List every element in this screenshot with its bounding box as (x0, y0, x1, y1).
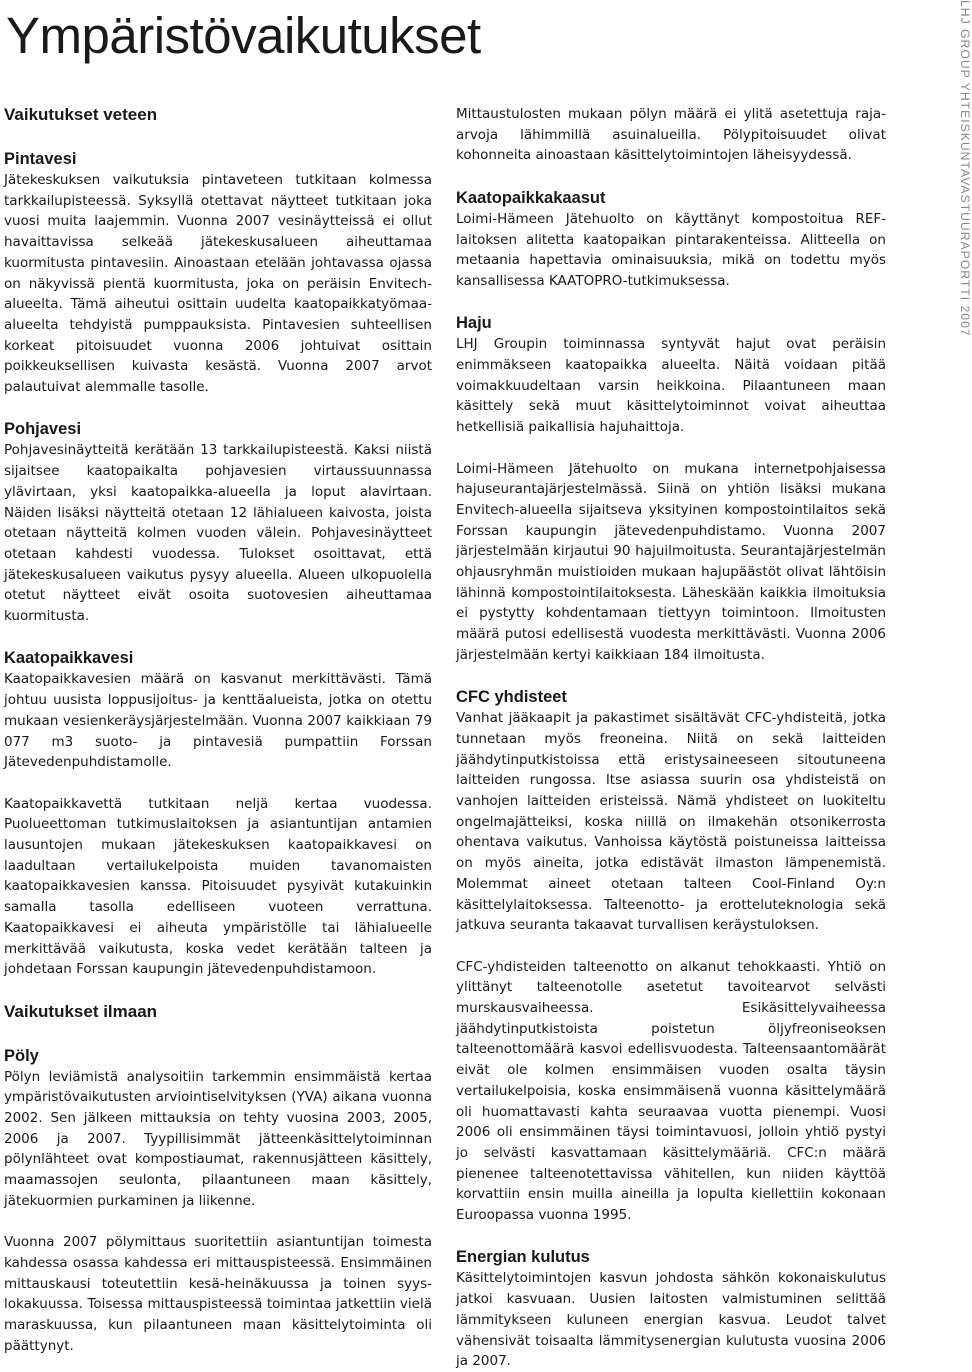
side-report-label: LHJ GROUP YHTEISKUNTAVASTUURAPORTTI 2007 (958, 0, 972, 337)
paragraph-cfc-2: CFC-yhdisteiden talteenotto on alkanut tehokkaasti. Yhtiö on ylittänyt talteenotolle asetetut tavoitearvot selvästi murskausvaiheessa. Esikäsittelyvaiheessa jäähdytinputkistoista poistetun öljyfreoniseoksen talteenottomäärä kasvoi edellisvuodesta. Talteensaantomäärät eivät ole kolmen ensimmäisen vuoden osalta täysin vertailukelpoisia, koska ensimmäisenä vuonna käsittelymäärä oli huomattavasti kahta seuraavaa vuotta pienempi. Vuosi 2006 oli ensimmäinen täysi toimintavuosi, jolloin yhtiö pystyi jo selvästi kasvattamaan käsittelymääriä. CFC:n määrä pienenee talteenotettavissa vähitellen, kun niiden käyttöä korvattiin ensin muilla aineilla ja lopulta kiellettiin kokonaan Euroopassa vuonna 1995. (456, 958, 886, 1224)
paragraph-poly-1: Pölyn leviämistä analysoitiin tarkemmin ensimmäistä kertaa ympäristövaikutusten arviointiselvityksen (YVA) aikana vuonna 2002. Sen jälkeen mittauksia on tehty vuosina 2003, 2005, 2006 ja 2007. Tyypillisimmät jätteenkäsittelytoiminnan pölynlähteet ovat kompostiaumat, rakennusjätteen käsittely, maamassojen seulonta, pilaantuneen maan käsittely, jätekuormien purkaminen ja liikenne. (4, 1068, 432, 1209)
heading-pintavesi: Pintavesi (4, 150, 77, 168)
heading-poly: Pöly (4, 1046, 39, 1065)
paragraph-pintavesi: Jätekeskuksen vaikutuksia pintaveteen tutkitaan kolmessa tarkkailupisteessä. Syksyllä otettavat näytteet tutkitaan joka vuosi muita laajemmin. Vuonna 2007 vesinäytteissä ei ollut havaittavissa selkeää jätekeskusalueen aiheuttamaa kuormitusta pintavesiin. Ainoastaan etelään johtavassa ojassa on näkyvissä pientä kuormitusta, joka on peräisin Envitech-alueelta. Tämä aiheutui osittain uudelta kaatopaikkatyömaa-alueelta tehdyistä pumppauksista. Pintavesien suhteellisen korkeat pitoisuudet vuonna 2006 johtuivat osittain poikkeuksellisen kuivasta kesästä. Vuonna 2007 arvot palautuivat alemmalle tasolle. (4, 172, 432, 396)
left-column (4, 104, 432, 1356)
heading-haju: Haju (456, 314, 492, 333)
paragraph-kaatopaikkavesi-2: Kaatopaikkavettä tutkitaan neljä kertaa vuodessa. Puolueettoman tutkimuslaitoksen ja asiantuntijan antamien lausuntojen mukaan jätekeskuksen kaatopaikkavesi on laadultaan vertailukelpoista muiden tavanomaisten kaatopaikkavesien kanssa. Pitoisuudet pysyivät kutakuinkin samalla tasolla edelliseen vuoteen verrattuna. Kaatopaikkavesi ei aiheuta ympäristölle tai lähialueelle merkittävää vaikutusta, koska vedet kerätään talteen ja johdetaan Forssan kaupungin jätevedenpuhdistamoon. (4, 795, 432, 978)
paragraph-intro: Mittaustulosten mukaan pölyn määrä ei ylitä asetettuja raja-arvoja lähimmillä asuinalueilla. Pölypitoisuudet olivat kohonneita ainoastaan käsittelytoimintojen läheisyydessä. (456, 106, 886, 164)
heading-vaikutukset-ilmaan: Vaikutukset ilmaan (4, 1001, 158, 1021)
right-column (456, 104, 886, 1372)
heading-energian-kulutus: Energian kulutus (456, 1248, 590, 1267)
heading-kaatopaikkakaasut: Kaatopaikkakaasut (456, 188, 606, 207)
heading-kaatopaikkavesi: Kaatopaikkavesi (4, 649, 134, 668)
paragraph-energia: Käsittelytoimintojen kasvun johdosta sähkön kokonaiskulutus jatkoi kasvuaan. Uusien laitosten valmistuminen selittää lämmitykseen kuluneen energian kasvua. Leudot talvet vähensivät toisaalta lämmitysenergian kulutusta vuosina 2006 ja 2007. (456, 1270, 886, 1370)
paragraph-kaatopaikkavesi-1: Kaatopaikkavesien määrä on kasvanut merkittävästi. Tämä johtuu uusista loppusijoitus- ja kenttäalueista, jotka on otettu mukaan vesienkeräysjärjestelmään. Vuonna 2007 kaikkiaan 79 077 m3 suoto- ja pintavesiä pumpattiin Forssan Jätevedenpuhdistamolle. (4, 671, 432, 771)
page-title: Ympäristövaikutukset (6, 7, 481, 64)
heading-pohjavesi: Pohjavesi (4, 420, 82, 439)
paragraph-poly-2: Vuonna 2007 pölymittaus suoritettiin asiantuntijan toimesta kahdessa osassa kahdessa eri mittauspisteessä. Ensimmäinen mittauskausi toteutettiin kesä-heinäkuussa ja toinen syys-lokakuussa. Toisessa mittauspisteessä toimintaa jatkettiin vielä maraskuussa, kun pilaantuneen maan käsittelytoiminta oli päättynyt. (4, 1234, 432, 1354)
paragraph-pohjavesi: Pohjavesinäytteitä kerätään 13 tarkkailupisteestä. Kaksi niistä sijaitsee kaatopaikalta pohjavesien virtaussuunnassa ylävirtaan, yksi kaatopaikka-alueella ja loput alavirtaan. Näiden lisäksi näytteitä otetaan 12 lähialueen kaivosta, joista otetaan näytteitä kolmen vuoden välein. Pohjavesinäytteet otetaan kahdesti vuodessa. Tulokset osoittavat, että jätekeskusalueen vaikutus pysyy alueella. Alueen ulkopuolella otetut näytteet eivät osoita suotovesien aiheuttamaa kuormitusta. (4, 442, 432, 625)
paragraph-haju-2: Loimi-Hämeen Jätehuolto on mukana internetpohjaisessa hajuseurantajärjestelmässä. Siinä on yhtiön lisäksi mukana Envitech-alueella sijaitseva yksityinen kompostointilaitos sekä Forssan kaupungin jätevedenpuhdistamo. Vuonna 2007 järjestelmään kirjautui 90 hajuilmoitusta. Seurantajärjestelmän ohjausryhmän muistioiden mukaan hajupäästöt olivat lähtöisin lähinnä kompostointilaitoksesta. Läheskään kaikkia ilmoituksia ei pystytty kohdentamaan tiettyyn toimintoon. Ilmoitusten määrä putosi edellisestä vuodesta merkittävästi. Vuonna 2006 järjestelmään kertyi kaikkiaan 184 ilmoitusta. (456, 460, 886, 663)
paragraph-haju-1: LHJ Groupin toiminnassa syntyvät hajut ovat peräisin enimmäkseen kaatopaikka alueelta. Näitä voidaan pitää voimakkuudeltaan varsin heikkoina. Pilaantuneen maan käsittely sekä muut käsittelytoiminnot voivat aiheuttaa hetkellisiä paikallisia hajuhaittoja. (456, 336, 886, 436)
paragraph-kaatopaikkakaasut: Loimi-Hämeen Jätehuolto on käyttänyt kompostoitua REF-laitoksen alitetta kaatopaikan pintarakenteissa. Alitteella on metaania hapettavia ominaisuuksia, mikä on todettu myös kansallisessa KAATOPRO-tutkimuksessa. (456, 210, 886, 289)
paragraph-cfc-1: Vanhat jääkaapit ja pakastimet sisältävät CFC-yhdisteitä, jotka tunnetaan myös freoneina. Niitä on sekä laitteiden jäähdytinputkistoissa että eristysaineeseen sitoutuneena laitteiden rungossa. Itse asiassa suurin osa yhdisteistä on vanhojen laitteiden eristeissä. Nämä yhdisteet on luokiteltu ongelmajätteiksi, koska niillä on ilmakehän otsonikerrosta ohentava vaikutus. Vanhoissa käytöstä poistuneissa laitteissa on myös aineita, jotka edistävät ilmaston lämpenemistä. Molemmat aineet otetaan talteen Cool-Finland Oy:n käsittelylaitoksessa. Talteenotto- ja erotteluteknologia sekä jatkuva seuranta takaavat turvallisen keräystuloksen. (456, 710, 886, 934)
heading-vaikutukset-veteen: Vaikutukset veteen (4, 105, 158, 124)
heading-cfc-yhdisteet: CFC yhdisteet (456, 688, 567, 707)
